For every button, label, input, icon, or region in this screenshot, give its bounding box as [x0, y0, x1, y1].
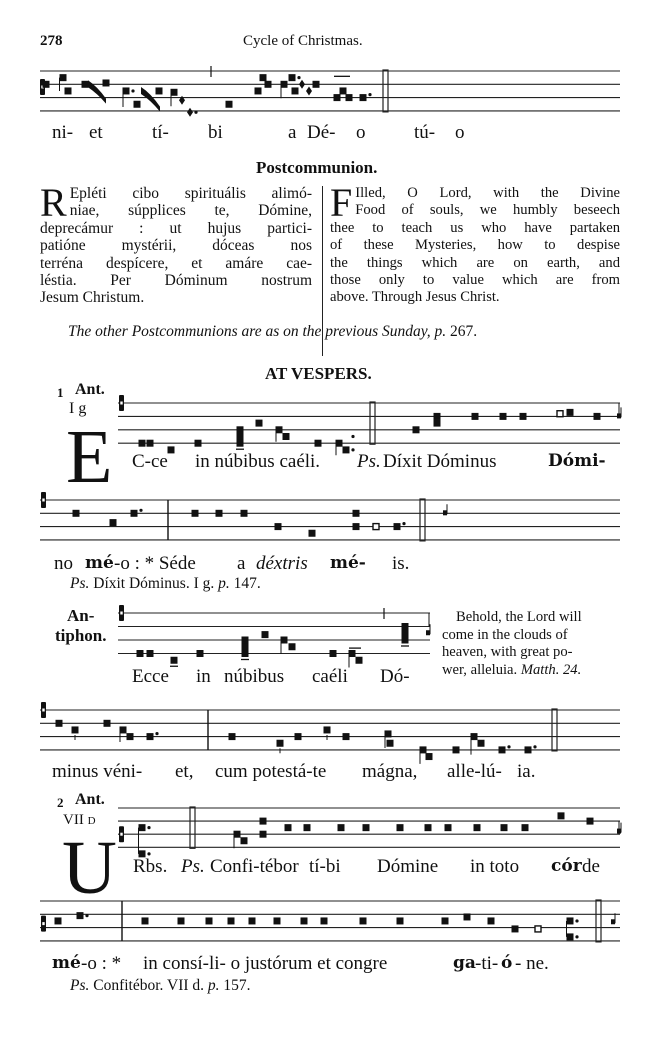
mora-dot: [147, 852, 150, 855]
neume-note: [520, 413, 527, 420]
neume-note: [276, 426, 283, 433]
lyric-syllable: de: [582, 856, 600, 877]
mora-dot: [533, 745, 536, 748]
lyric-syllable: in consí-li- o justórum et congre: [143, 953, 388, 974]
page-number: 278: [40, 33, 63, 49]
neume-note: [434, 413, 441, 420]
lyric-syllable: et,: [175, 761, 194, 782]
mora-dot: [351, 448, 354, 451]
neume-note: [343, 733, 350, 740]
double-bar: [370, 402, 375, 444]
neume-note: [304, 824, 311, 831]
neume-note: [500, 413, 507, 420]
mora-dot: [147, 826, 150, 829]
neume-note: [334, 94, 341, 101]
neume-note: [103, 79, 110, 86]
neume-note: [488, 917, 495, 924]
neume-note: [123, 87, 130, 94]
text-line: Epléti cibo spirituális alimó-: [69, 185, 312, 202]
mora-dot: [351, 435, 354, 438]
text-line: those only to value which are from: [330, 272, 620, 289]
lyric-syllable: a: [288, 122, 297, 143]
lyric-syllable: -o : *: [81, 953, 122, 974]
text-line: léstia. Per Dóminum nostrum: [40, 272, 312, 290]
lyric-syllable: mágna,: [362, 761, 418, 782]
neume-note: [499, 746, 506, 753]
do-clef-gap: [42, 709, 44, 712]
lyric-syllable: Rbs.: [133, 856, 168, 877]
neume-note: [567, 409, 574, 416]
lyric-syllable: mé: [52, 953, 81, 973]
translation-line: come in the clouds of: [442, 626, 568, 643]
neume-note: [512, 925, 519, 932]
neume-note: [594, 413, 601, 420]
lyric-syllable: is.: [392, 553, 410, 574]
neume-note: [313, 81, 320, 88]
lyric-syllable: o: [455, 122, 465, 143]
neume-note: [289, 74, 296, 81]
antiphon-translation: [442, 609, 614, 679]
neume-note: [110, 519, 117, 526]
neume-note: [535, 926, 541, 932]
neume-note: [226, 101, 233, 108]
lyric-syllable: alle-lú-: [447, 761, 502, 782]
custos-icon: [426, 630, 430, 635]
drop-cap: R: [40, 180, 67, 225]
lyric-syllable: o: [356, 122, 366, 143]
neume-note: [256, 420, 263, 427]
neume-note: [262, 631, 269, 638]
neume-note: [363, 824, 370, 831]
neume-note: [131, 510, 138, 517]
neume-note: [353, 523, 360, 530]
neume-note: [340, 87, 347, 94]
lyric-syllable: Confi-tébor: [210, 856, 299, 877]
neume-note: [387, 740, 394, 747]
mora-dot: [368, 93, 371, 96]
lyric-syllable: C-ce: [132, 451, 168, 472]
neume-note: [156, 87, 163, 94]
neume-note: [525, 746, 532, 753]
antiphon-number: 1: [57, 385, 64, 400]
neume-note: [195, 440, 202, 447]
lyric-syllable: Ecce: [132, 666, 169, 687]
english-column: [330, 180, 620, 307]
neume-note: [229, 733, 236, 740]
lyric-syllable: ga: [453, 953, 476, 973]
neume-note: [134, 101, 141, 108]
initial-letter: E: [66, 415, 113, 499]
translation-line: [442, 662, 614, 680]
neume-note: [260, 74, 267, 81]
lyric-syllable: in toto: [470, 856, 520, 877]
page-abbrev: p.: [207, 977, 220, 994]
double-bar: [190, 807, 195, 848]
lyric-syllable: mé: [85, 553, 114, 573]
neume-note: [55, 917, 62, 924]
neume-note: [178, 917, 185, 924]
neume-note: [453, 746, 460, 753]
lyric-syllable: tú-: [414, 122, 436, 143]
neume-note: [315, 440, 322, 447]
neume-diamond: [299, 80, 305, 89]
double-bar: [383, 70, 388, 112]
neume-note: [397, 917, 404, 924]
neume-note: [281, 81, 288, 88]
neume-note: [237, 426, 244, 433]
lyric-syllable: tí-: [152, 122, 169, 143]
lyric-syllable: - ne.: [515, 953, 549, 974]
neume-note: [206, 917, 213, 924]
lyric-syllable: cór: [551, 856, 582, 876]
neume-note: [472, 413, 479, 420]
neume-note: [192, 510, 199, 517]
neume-diamond: [306, 86, 312, 95]
neume-note: [413, 426, 420, 433]
rubric-page: 267.: [446, 323, 478, 340]
neume-note: [274, 917, 281, 924]
text-line: the things which are on earth, and: [330, 254, 620, 271]
neume-note: [242, 643, 249, 650]
neume-note: [242, 650, 249, 657]
psalm-ref-text: Díxit Dóminus. I g.: [89, 575, 219, 592]
neume-note: [425, 824, 432, 831]
do-clef-gap: [120, 612, 122, 615]
neume-note: [56, 720, 63, 727]
neume-note: [402, 623, 409, 630]
neume-note: [260, 818, 267, 825]
neume-note: [426, 753, 433, 760]
mode-label: VII d: [63, 812, 96, 828]
lyric-syllable: a: [237, 553, 246, 574]
lyric-syllable: cum potestá-te: [215, 761, 327, 782]
neume-note: [242, 637, 249, 644]
text-line: Jesum Christum.: [40, 289, 145, 307]
neume-note: [330, 650, 337, 657]
neume-note: [60, 74, 67, 81]
lyric-syllable: no: [54, 553, 73, 574]
lyric-syllable: mé-: [330, 553, 366, 573]
neume-note: [249, 917, 256, 924]
neume-note: [346, 94, 353, 101]
neume-note: [394, 523, 401, 530]
neume-note: [73, 510, 80, 517]
translation-text: wer, alleluia.: [442, 661, 521, 678]
neume-note: [321, 917, 328, 924]
neume-note: [301, 917, 308, 924]
double-bar: [552, 709, 557, 751]
text-line: Food of souls, we humbly beseech: [355, 202, 620, 219]
psalm-ref-text: Confitébor. VII d.: [89, 977, 208, 994]
custos-icon: [611, 919, 615, 924]
psalm-reference: [70, 575, 261, 593]
neume-note: [234, 831, 241, 838]
double-bar: [596, 900, 601, 942]
antiphon-label: Ant.: [75, 381, 105, 398]
text-line: above. Through Jesus Christ.: [330, 289, 500, 306]
neume-note: [309, 530, 316, 537]
page-ref: 157.: [219, 977, 251, 994]
neume-note: [442, 917, 449, 924]
neume-note: [324, 726, 331, 733]
rubric: [68, 323, 477, 341]
neume-note: [338, 824, 345, 831]
neume-note: [171, 657, 178, 664]
do-clef-gap: [42, 499, 44, 502]
do-clef-gap: [120, 833, 122, 836]
lyric-syllable: núbibus: [224, 666, 285, 687]
initial-letter: U: [62, 826, 117, 910]
lyric-syllable: ó: [501, 953, 513, 973]
neume-note: [139, 824, 146, 831]
neume-note: [567, 933, 574, 940]
neume-note: [283, 433, 290, 440]
mora-dot: [507, 745, 510, 748]
neume-note: [478, 740, 485, 747]
neume-note: [43, 81, 50, 88]
neume-note: [474, 824, 481, 831]
antiphon-label: Ant.: [75, 791, 105, 808]
mora-dot: [131, 89, 134, 92]
text-line: deprecámur : ut hujus partici-: [40, 219, 312, 237]
lyric-syllable: bi: [208, 122, 223, 143]
neume-note: [336, 440, 343, 447]
neume-note: [587, 818, 594, 825]
mora-dot: [194, 111, 197, 114]
lyric-syllable: Dó-: [380, 666, 410, 687]
neume-note: [275, 523, 282, 530]
text-line: niae, súpplices te, Dómine,: [69, 202, 312, 220]
neume-note: [147, 440, 154, 447]
do-clef-gap: [120, 402, 122, 405]
lyric-syllable: et: [89, 122, 103, 143]
running-title: Cycle of Christmas.: [243, 33, 363, 49]
neume-note: [292, 87, 299, 94]
neume-note: [171, 89, 178, 96]
neume-note: [558, 812, 565, 819]
text-line: Illed, O Lord, with the Divine: [355, 185, 620, 201]
neume-note: [104, 720, 111, 727]
neume-note: [197, 650, 204, 657]
neume-note: [65, 87, 72, 94]
psalm-abbrev: Ps.: [181, 856, 205, 877]
neume-note: [139, 440, 146, 447]
neume-note: [142, 917, 149, 924]
page-ref: 147.: [229, 575, 261, 592]
neume-note: [522, 824, 529, 831]
neume-note: [82, 81, 89, 88]
latin-column: [40, 180, 312, 307]
psalm-abbrev: Ps.: [70, 575, 90, 592]
psalm-abbrev: Ps.: [70, 977, 90, 994]
lyric-syllable: in: [196, 666, 211, 687]
mora-dot: [297, 76, 300, 79]
neume-note: [360, 94, 367, 101]
double-bar: [420, 499, 425, 541]
neume-note: [147, 733, 154, 740]
neume-note: [255, 87, 262, 94]
vespers-heading: AT VESPERS.: [265, 364, 372, 383]
antiphon-label: An-: [67, 606, 95, 625]
lyric-syllable: Dé-: [307, 122, 336, 143]
neume-note: [557, 411, 563, 417]
neume-diamond: [187, 108, 193, 117]
rubric-text: The other Postcommunions are as on the previous Sunday,: [68, 323, 435, 340]
neume-note: [402, 630, 409, 637]
lyric-syllable: ni-: [52, 122, 74, 143]
postcommunion-heading: Postcommunion.: [256, 158, 378, 177]
neume-note: [237, 433, 244, 440]
neume-note: [168, 446, 175, 453]
neume-note: [360, 917, 367, 924]
neume-note: [402, 637, 409, 644]
neume-note: [501, 824, 508, 831]
neume-note: [353, 510, 360, 517]
neume-note: [228, 917, 235, 924]
text-line: terréna despícere, et amáre cae-: [40, 254, 312, 272]
lyric-syllable: ia.: [517, 761, 536, 782]
neume-note: [72, 726, 79, 733]
mora-dot: [575, 935, 578, 938]
neume-note: [295, 733, 302, 740]
neume-note: [216, 510, 223, 517]
lyric-syllable: caéli: [312, 666, 348, 687]
neume-note: [147, 650, 154, 657]
lyric-syllable: tí-bi: [309, 856, 341, 877]
rubric-p: p.: [434, 323, 447, 340]
mora-dot: [155, 732, 158, 735]
neume-note: [265, 81, 272, 88]
drop-cap: F: [330, 180, 353, 225]
text-line: patióne mystérii, dóceas nos: [40, 237, 312, 255]
page-abbrev: p.: [218, 575, 230, 592]
neume-note: [120, 726, 127, 733]
text-line: thee to teach us who have partaken: [330, 219, 620, 236]
neume-note: [471, 733, 478, 740]
neume-note: [77, 912, 84, 919]
lyric-syllable: in núbibus caéli.: [195, 451, 321, 472]
psalm-abbrev: Ps.: [357, 451, 381, 472]
custos-icon: [443, 510, 447, 515]
mora-dot: [139, 509, 142, 512]
neume-note: [343, 446, 350, 453]
neume-note: [567, 917, 574, 924]
neume-note: [356, 657, 363, 664]
neume-note: [445, 824, 452, 831]
translation-line: heaven, with great po-: [442, 644, 573, 661]
neume-note: [289, 643, 296, 650]
neume-note: [260, 831, 267, 838]
lyric-syllable: Dómi-: [548, 451, 606, 471]
mode-label: I g: [69, 400, 87, 417]
neume-note: [127, 733, 134, 740]
mora-dot: [85, 914, 88, 917]
neume-note: [373, 524, 379, 530]
do-clef-gap: [42, 922, 44, 925]
neume-note: [241, 510, 248, 517]
neume-note: [277, 740, 284, 747]
text-line: of these Mysteries, how to despise: [330, 237, 620, 254]
neume-note: [434, 420, 441, 427]
lyric-syllable: -o : * Séde: [114, 553, 196, 574]
neume-note: [281, 637, 288, 644]
mora-dot: [575, 919, 578, 922]
lyric-syllable: Dómine: [377, 856, 439, 877]
lyric-syllable: Díxit Dóminus: [383, 451, 497, 472]
neume-note: [349, 650, 356, 657]
neume-note: [237, 440, 244, 447]
psalm-reference: [70, 977, 251, 995]
scripture-citation: Matth. 24.: [520, 661, 582, 678]
neume-note: [397, 824, 404, 831]
antiphon-number: 2: [57, 795, 64, 810]
neume-note: [137, 650, 144, 657]
antiphon-label: tiphon.: [55, 626, 107, 645]
lyric-syllable: minus véni-: [52, 761, 143, 782]
lyric-syllable: déxtris: [256, 553, 308, 574]
neume-note: [285, 824, 292, 831]
neume-note: [241, 837, 248, 844]
lyric-syllable: -ti-: [475, 953, 499, 974]
neume-note: [420, 746, 427, 753]
mora-dot: [402, 522, 405, 525]
neume-note: [464, 913, 471, 920]
neume-note: [385, 730, 392, 737]
translation-line: Behold, the Lord will: [456, 609, 582, 625]
